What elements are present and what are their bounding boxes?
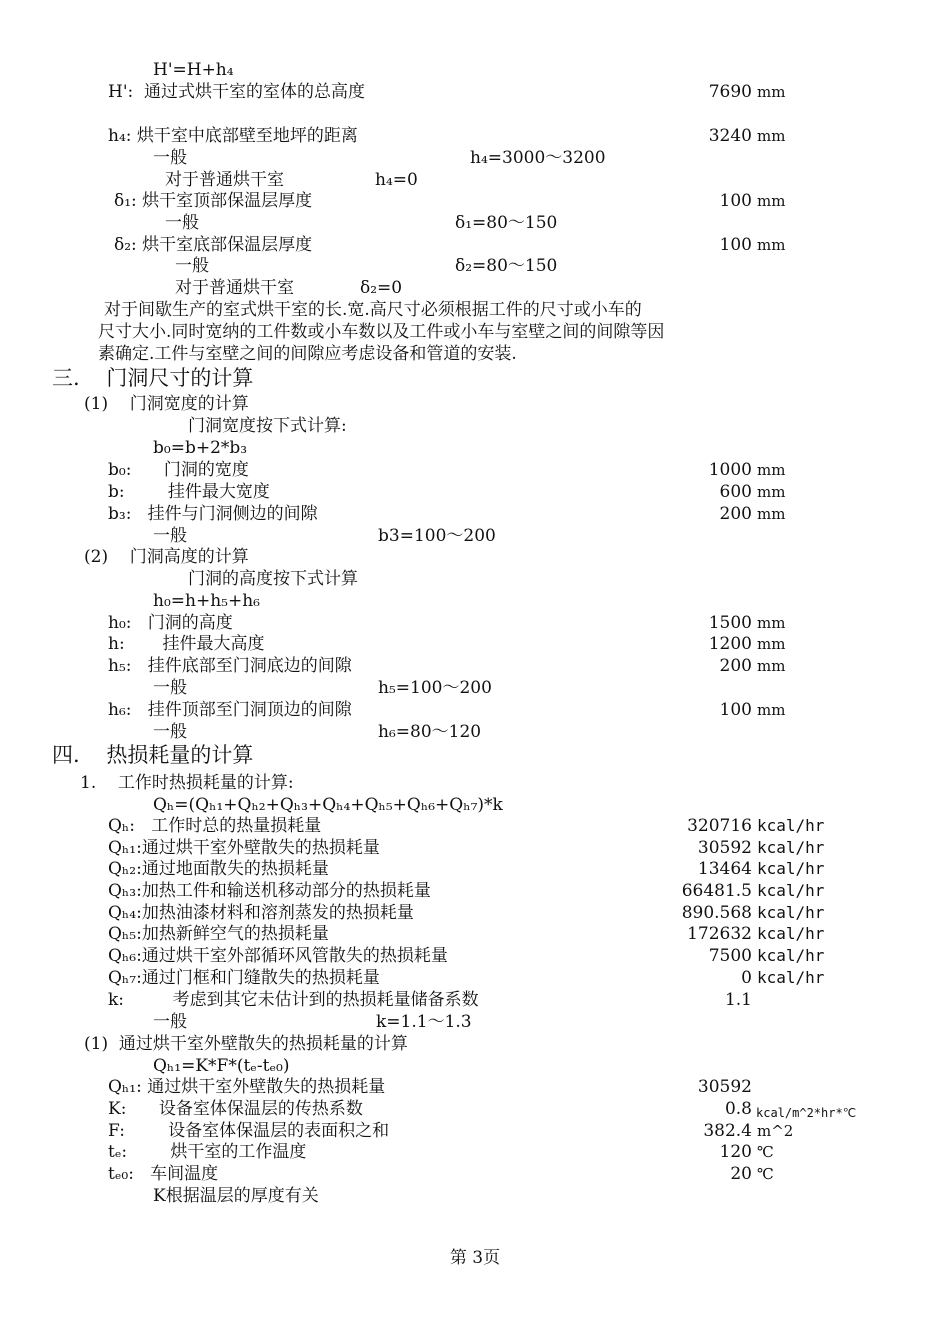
value-qh2: 13464 [697, 859, 752, 879]
unit-mm: mm [757, 614, 786, 632]
note-K: K根据温层的厚度有关 [153, 1186, 319, 1206]
unit-deg: ℃ [757, 1143, 774, 1161]
label-qh3: Qₕ₃:加热工件和输送机移动部分的热损耗量 [108, 881, 431, 901]
value-F: 382.4 [703, 1121, 752, 1141]
unit-mm: mm [757, 657, 786, 675]
value-te: 120 [719, 1142, 752, 1162]
label-qh5: Qₕ₅:加热新鲜空气的热损耗量 [108, 924, 329, 944]
value-b0: 1000 [708, 460, 752, 480]
value-qh5: 172632 [687, 924, 752, 944]
value-h0: 1500 [708, 613, 752, 633]
label-qh7: Qₕ₇:通过门框和门缝散失的热损耗量 [108, 968, 380, 988]
value-d1: 100 [719, 191, 752, 211]
subsection-door-width: (1) 门洞宽度的计算 [84, 394, 249, 414]
label-k: k: 考虑到其它未估计到的热损耗量储备系数 [108, 990, 479, 1010]
value-qh1-detail: 30592 [697, 1077, 752, 1097]
label-b: b: 挂件最大宽度 [108, 482, 270, 502]
label-qh1-detail: Qₕ₁: 通过烘干室外壁散失的热损耗量 [108, 1077, 386, 1097]
paragraph-line: 尺寸大小.同时宽纳的工件数或小车数以及工件或小车与室壁之间的间隙等因 [98, 322, 665, 342]
door-width-intro: 门洞宽度按下式计算: [188, 416, 347, 436]
unit-mm: mm [757, 635, 786, 653]
unit-kcal-hr: kcal/hr [757, 968, 825, 987]
unit-mm: mm [757, 701, 786, 719]
section-heading-heat-loss: 四. 热损耗量的计算 [52, 743, 254, 767]
label-b0: b₀: 门洞的宽度 [108, 460, 249, 480]
label-h5: h₅: 挂件底部至门洞底边的间隙 [108, 656, 352, 676]
value-h: 1200 [708, 634, 752, 654]
unit-kcal-hr: kcal/hr [757, 903, 825, 922]
unit-kcal-hr: kcal/hr [757, 924, 825, 943]
label-h4: h₄: 烘干室中底部壁至地坪的距离 [108, 126, 358, 146]
unit-deg: ℃ [757, 1165, 774, 1183]
range-d2: δ₂=80～150 [455, 256, 558, 276]
normal-oven-label: 对于普通烘干室 [165, 170, 284, 190]
range-k: k=1.1～1.3 [376, 1012, 472, 1032]
page-number: 第 3页 [449, 1248, 501, 1268]
label-b3: b₃: 挂件与门洞侧边的间隙 [108, 504, 318, 524]
general-label: 一般 [153, 1012, 187, 1032]
general-label: 一般 [153, 678, 187, 698]
label-te0: tₑ₀: 车间温度 [108, 1164, 219, 1184]
value-K: 0.8 [724, 1099, 752, 1119]
unit-kcal-hr: kcal/hr [757, 838, 825, 857]
value-d2-normal: δ₂=0 [360, 278, 403, 298]
unit-kcal-hr: kcal/hr [757, 946, 825, 965]
paragraph-line: 素确定.工件与室壁之间的间隙应考虑设备和管道的安装. [98, 344, 517, 364]
unit-mm: mm [757, 236, 786, 254]
subsection-outer-wall-loss: (1) 通过烘干室外壁散失的热损耗量的计算 [84, 1034, 408, 1054]
label-d2: δ₂: 烘干室底部保温层厚度 [114, 235, 313, 255]
unit-kcal-hr: kcal/hr [757, 859, 825, 878]
label-te: tₑ: 烘干室的工作温度 [108, 1142, 307, 1162]
subsection-door-height: (2) 门洞高度的计算 [84, 547, 249, 567]
range-d1: δ₁=80～150 [455, 213, 558, 233]
unit-kcal-hr: kcal/hr [757, 881, 825, 900]
value-qh: 320716 [687, 816, 752, 836]
section-heading-door-size: 三. 门洞尺寸的计算 [52, 366, 254, 390]
formula-h-total: H'=H+h₄ [153, 60, 234, 80]
value-b: 600 [719, 482, 752, 502]
unit-mm: mm [757, 192, 786, 210]
label-h0: h₀: 门洞的高度 [108, 613, 233, 633]
label-qh1: Qₕ₁:通过烘干室外壁散失的热损耗量 [108, 838, 380, 858]
formula-qh: Qₕ=(Qₕ₁+Qₕ₂+Qₕ₃+Qₕ₄+Qₕ₅+Qₕ₆+Qₕ₇)*k [153, 795, 503, 815]
value-te0: 20 [730, 1164, 752, 1184]
value-b3: 200 [719, 504, 752, 524]
unit-kcal-hr: kcal/hr [757, 816, 825, 835]
normal-oven-label: 对于普通烘干室 [175, 278, 294, 298]
range-h5: h₅=100～200 [378, 678, 492, 698]
unit-F: m^2 [757, 1122, 794, 1140]
subsection-working-heat-loss: 1. 工作时热损耗量的计算: [80, 773, 294, 793]
unit-mm: mm [757, 461, 786, 479]
general-label: 一般 [153, 722, 187, 742]
unit-mm: mm [757, 127, 786, 145]
label-qh: Qₕ: 工作时总的热量损耗量 [108, 816, 322, 836]
general-label: 一般 [165, 213, 199, 233]
label-h: h: 挂件最大高度 [108, 634, 265, 654]
label-h6: h₆: 挂件顶部至门洞顶边的间隙 [108, 700, 352, 720]
unit-mm: mm [757, 483, 786, 501]
value-k: 1.1 [724, 990, 752, 1010]
value-h6: 100 [719, 700, 752, 720]
value-qh6: 7500 [708, 946, 752, 966]
value-h4: 3240 [708, 126, 752, 146]
general-label: 一般 [153, 148, 187, 168]
value-h5: 200 [719, 656, 752, 676]
label-K: K: 设备室体保温层的传热系数 [108, 1099, 363, 1119]
door-height-intro: 门洞的高度按下式计算 [188, 569, 358, 589]
unit-mm: mm [757, 505, 786, 523]
paragraph-line: 对于间歇生产的室式烘干室的长.宽.高尺寸必须根据工件的尺寸或小车的 [104, 300, 642, 320]
formula-b0: b₀=b+2*b₃ [153, 438, 248, 458]
range-h4: h₄=3000～3200 [470, 148, 606, 168]
general-label: 一般 [175, 256, 209, 276]
value-d2: 100 [719, 235, 752, 255]
range-h6: h₆=80～120 [378, 722, 482, 742]
range-b3: b3=100～200 [378, 526, 496, 546]
general-label: 一般 [153, 526, 187, 546]
label-qh6: Qₕ₆:通过烘干室外部循环风管散失的热损耗量 [108, 946, 448, 966]
value-qh3: 66481.5 [681, 881, 752, 901]
label-h-total: H': 通过式烘干室的室体的总高度 [108, 82, 366, 102]
value-h-total: 7690 [708, 82, 752, 102]
label-F: F: 设备室体保温层的表面积之和 [108, 1121, 390, 1141]
value-qh4: 890.568 [681, 903, 752, 923]
label-qh4: Qₕ₄:加热油漆材料和溶剂蒸发的热损耗量 [108, 903, 414, 923]
label-qh2: Qₕ₂:通过地面散失的热损耗量 [108, 859, 329, 879]
formula-h0: h₀=h+h₅+h₆ [153, 591, 260, 611]
value-qh7: 0 [741, 968, 752, 988]
unit-mm: mm [757, 83, 786, 101]
label-d1: δ₁: 烘干室顶部保温层厚度 [114, 191, 313, 211]
unit-K: kcal/m^2*hr*℃ [756, 1106, 857, 1120]
value-h4-normal: h₄=0 [375, 170, 418, 190]
formula-qh1: Qₕ₁=K*F*(tₑ-tₑ₀) [153, 1056, 290, 1076]
value-qh1: 30592 [697, 838, 752, 858]
